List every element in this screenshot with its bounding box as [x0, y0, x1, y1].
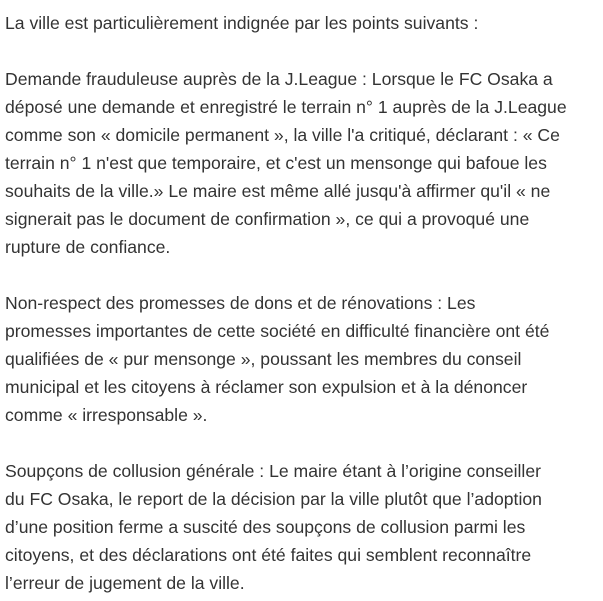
paragraph-line: comme son « domicile permanent », la ville l'a critiqué, déclarant : « Ce [5, 125, 560, 145]
paragraph-collusion-suspicions [5, 457, 595, 597]
paragraph-line: Non-respect des promesses de dons et de rénovations : Les [5, 293, 476, 313]
paragraph-line: Demande frauduleuse auprès de la J.League : Lorsque le FC Osaka a [5, 69, 553, 89]
paragraph-line: municipal et les citoyens à réclamer son expulsion et à la dénoncer [5, 377, 528, 397]
intro-line: La ville est particulièrement indignée par les points suivants : [5, 13, 479, 33]
paragraph-line: promesses importantes de cette société en difficulté financière ont été [5, 321, 550, 341]
paragraph-line: l’erreur de jugement de la ville. [5, 573, 245, 593]
intro-paragraph [5, 9, 595, 37]
paragraph-line: rupture de confiance. [5, 237, 171, 257]
paragraph-line: déposé une demande et enregistré le terrain n° 1 auprès de la J.League [5, 97, 567, 117]
paragraph-line: citoyens, et des déclarations ont été faites qui semblent reconnaître [5, 545, 532, 565]
paragraph-line: souhaits de la ville.» Le maire est même allé jusqu'à affirmer qu'il « ne [5, 181, 551, 201]
paragraph-line: du FC Osaka, le report de la décision par la ville plutôt que l’adoption [5, 489, 542, 509]
paragraph-line: comme « irresponsable ». [5, 405, 208, 425]
paragraph-line: qualifiées de « pur mensonge », poussant les membres du conseil [5, 349, 522, 369]
paragraph-line: Soupçons de collusion générale : Le maire étant à l’origine conseiller [5, 461, 541, 481]
paragraph-line: terrain n° 1 n'est que temporaire, et c'est un mensonge qui bafoue les [5, 153, 547, 173]
paragraph-line: d’une position ferme a suscité des soupçons de collusion parmi les [5, 517, 526, 537]
paragraph-broken-promises [5, 289, 595, 429]
paragraph-fraudulent-request [5, 65, 595, 261]
paragraph-line: signerait pas le document de confirmation », ce qui a provoqué une [5, 209, 530, 229]
